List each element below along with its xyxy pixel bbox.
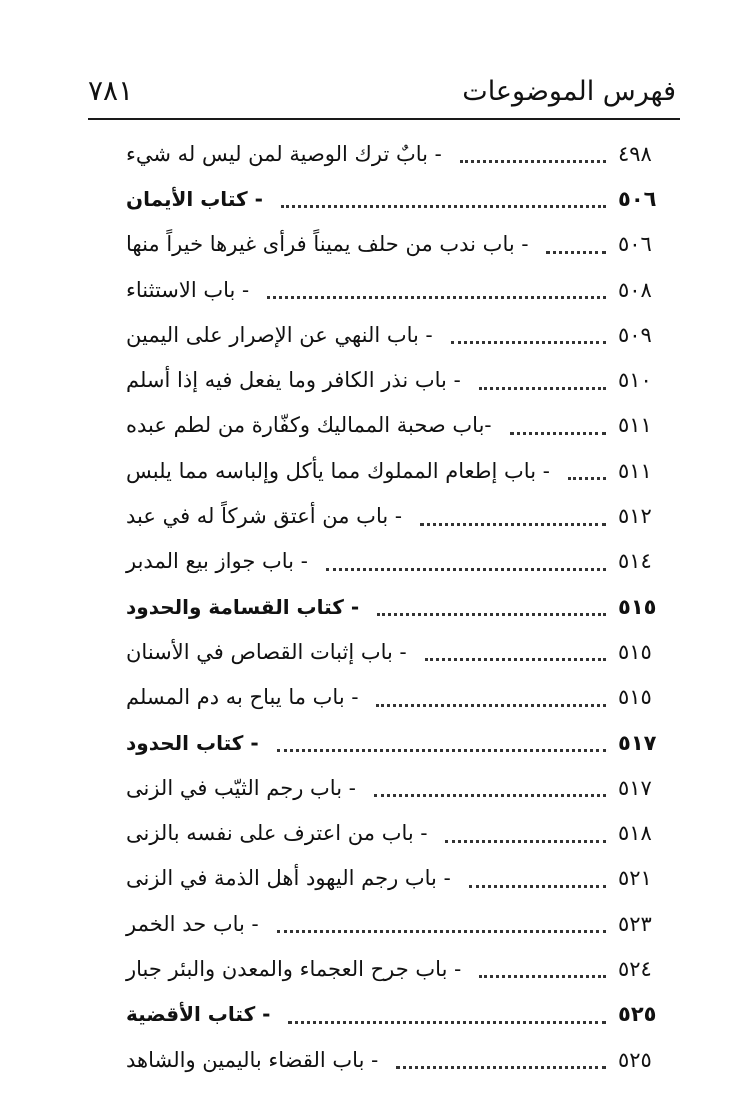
entry-page-number: ٤٩٨ [618,141,652,166]
toc-entry-row [118,765,672,810]
entry-title: - باب رجم اليهود أهل الذمة في الزنى [126,866,451,891]
toc-entry-row [118,222,672,267]
toc-entry-row [118,901,672,946]
toc-entry-row [118,267,672,312]
entry-title: - بابٌ ترك الوصية لمن ليس له شيء [126,141,442,166]
dot-leader [460,160,606,163]
entry-page-number: ٥١٠ [618,368,652,393]
entry-page-number: ٥٠٩ [618,322,652,347]
entry-title: - باب إطعام المملوك مما يأكل وإلباسه مما يلبس [126,458,550,483]
chapter-title: - كتاب الأقضية [126,1002,271,1027]
dot-leader [281,205,606,208]
entry-title: - باب ما يباح به دم المسلم [126,685,359,710]
dot-leader [568,477,606,480]
dot-leader [288,1021,606,1024]
toc-chapter-row [118,992,672,1037]
toc-entry-row [118,629,672,674]
entry-title: -باب صحبة المماليك وكفّارة من لطم عبده [126,413,492,438]
entry-page-number: ٥٠٨ [618,277,652,302]
entry-page-number: ٥١٧ [618,775,652,800]
entry-title: - باب من أعتق شركاً له في عبد [126,504,402,529]
entry-page-number: ٥٠٦ [618,186,657,211]
entry-page-number: ٥٢٥ [618,1002,657,1027]
entry-page-number: ٥٠٦ [618,232,652,257]
dot-leader [425,658,606,661]
entry-title: - باب من اعترف على نفسه بالزنى [126,821,428,846]
toc-entry-row [118,675,672,720]
toc-entry-row [118,946,672,991]
dot-leader [277,749,606,752]
entry-title: - باب القضاء باليمين والشاهد [126,1047,379,1072]
dot-leader [267,296,606,299]
entry-title: - باب النهي عن الإصرار على اليمين [126,322,433,347]
dot-leader [445,840,606,843]
page-title: فهرس الموضوعات [462,76,676,107]
entry-page-number: ٥١٥ [618,685,652,710]
toc-entry-row [118,312,672,357]
chapter-title: - كتاب الحدود [126,730,259,755]
entry-title: - باب إثبات القصاص في الأسنان [126,639,407,664]
entry-title: - باب حد الخمر [126,911,259,936]
entry-title: - باب جواز بيع المدبر [126,549,308,574]
chapter-title: - كتاب القسامة والحدود [126,594,360,619]
header-rule [88,118,680,120]
dot-leader [479,387,606,390]
chapter-title: - كتاب الأيمان [126,186,263,211]
toc-entry-row [118,856,672,901]
dot-leader [376,704,606,707]
toc-entry-row [118,131,672,176]
entry-page-number: ٥١٢ [618,504,652,529]
dot-leader [420,523,606,526]
entry-page-number: ٥١٧ [618,730,657,755]
dot-leader [546,251,606,254]
entry-page-number: ٥١٥ [618,639,652,664]
dot-leader [374,794,606,797]
toc-list [118,131,672,1082]
dot-leader [326,568,606,571]
entry-page-number: ٥٢١ [618,866,652,891]
entry-page-number: ٥١٥ [618,594,657,619]
dot-leader [479,975,606,978]
entry-title: - باب ندب من حلف يميناً فرأى غيرها خيراً منها [126,232,529,257]
entry-page-number: ٥٢٣ [618,911,652,936]
toc-entry-row [118,403,672,448]
dot-leader [451,341,606,344]
toc-entry-row [118,539,672,584]
dot-leader [396,1066,606,1069]
page-header [88,68,676,116]
entry-title: - باب رجم الثيّب في الزنى [126,775,356,800]
toc-entry-row [118,357,672,402]
toc-chapter-row [118,720,672,765]
entry-page-number: ٥١٨ [618,821,652,846]
dot-leader [469,885,606,888]
toc-entry-row [118,810,672,855]
dot-leader [277,930,606,933]
entry-page-number: ٥١٤ [618,549,652,574]
entry-page-number: ٥٢٥ [618,1047,652,1072]
toc-entry-row [118,493,672,538]
toc-entry-row [118,1037,672,1082]
entry-page-number: ٥١١ [618,413,652,438]
page-number: ٧٨١ [88,74,134,107]
entry-page-number: ٥١١ [618,458,652,483]
toc-chapter-row [118,584,672,629]
toc-chapter-row [118,176,672,221]
entry-page-number: ٥٢٤ [618,956,652,981]
entry-title: - باب الاستثناء [126,277,250,302]
dot-leader [510,432,606,435]
entry-title: - باب نذر الكافر وما يفعل فيه إذا أسلم [126,368,461,393]
toc-entry-row [118,448,672,493]
dot-leader [377,613,606,616]
entry-title: - باب جرح العجماء والمعدن والبئر جبار [126,956,462,981]
